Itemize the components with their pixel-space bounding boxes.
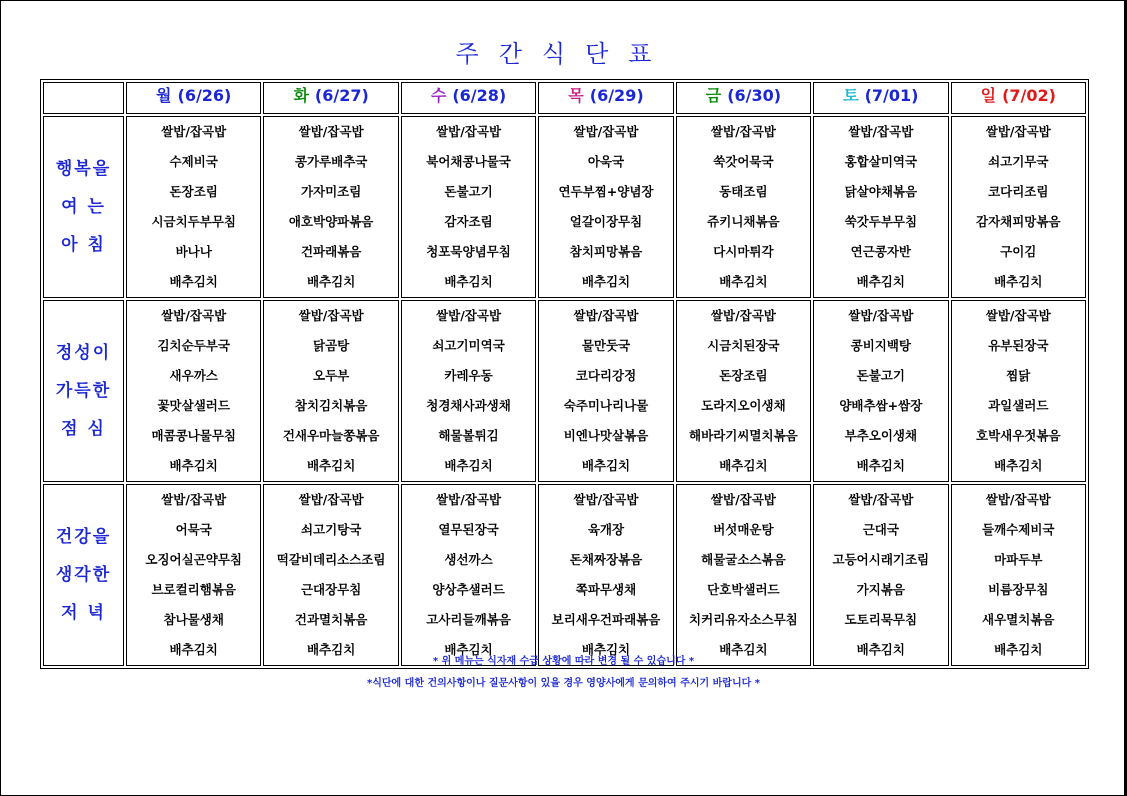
menu-item: 배추김치 <box>581 274 631 289</box>
menu-item: 쌀밥/잡곡밥 <box>710 124 776 139</box>
menu-item: 비엔나맛살볶음 <box>563 428 649 443</box>
menu-item: 배추김치 <box>169 458 218 473</box>
weekday-icon: 목 <box>568 86 584 105</box>
menu-item: 배추김치 <box>444 458 493 473</box>
meal-label-line: 점 심 <box>61 419 106 439</box>
meal-row-1 <box>43 300 1086 482</box>
menu-item: 양배추쌈+쌈장 <box>839 398 923 413</box>
menu-item: 참나물생채 <box>163 612 224 627</box>
weekly-menu-table <box>40 79 1089 669</box>
menu-item: 건새우마늘쫑볶음 <box>282 428 380 443</box>
meal-cell <box>813 116 948 298</box>
menu-item: 근대장무침 <box>300 582 362 597</box>
menu-item: 쌀밥/잡곡밥 <box>298 492 364 507</box>
menu-item: 참치피망볶음 <box>569 244 643 259</box>
day-header-0 <box>126 82 261 114</box>
menu-item: 쌀밥/잡곡밥 <box>161 308 227 323</box>
menu-item: 구이김 <box>1000 244 1037 259</box>
menu-item: 참치김치볶음 <box>294 398 368 413</box>
meal-cell <box>263 116 398 298</box>
meal-cell <box>401 300 536 482</box>
menu-item: 배추김치 <box>856 458 905 473</box>
menu-item: 호박새우젓볶음 <box>976 428 1061 443</box>
meal-cell <box>401 116 536 298</box>
menu-item: 육개장 <box>587 522 625 537</box>
meal-cell <box>401 484 536 666</box>
menu-item: 쌀밥/잡곡밥 <box>985 124 1051 139</box>
menu-item: 카레우동 <box>444 368 493 383</box>
meal-cell <box>676 484 811 666</box>
menu-item: 어묵국 <box>175 522 212 537</box>
menu-item: 고등어시래기조림 <box>832 552 930 567</box>
menu-item: 청경채사과생채 <box>426 398 511 413</box>
menu-item: 배추김치 <box>856 274 905 289</box>
menu-item: 배추김치 <box>994 642 1043 657</box>
menu-item: 쌀밥/잡곡밥 <box>985 308 1051 323</box>
menu-item: 배추김치 <box>856 642 905 657</box>
menu-item: 새우멸치볶음 <box>982 612 1055 627</box>
day-header-text <box>568 86 643 105</box>
menu-item: 비름장무침 <box>988 582 1049 597</box>
menu-item: 쌀밥/잡곡밥 <box>848 124 914 139</box>
menu-item: 쥬키니채볶음 <box>707 214 780 229</box>
menu-item: 쌀밥/잡곡밥 <box>436 492 502 507</box>
menu-item: 배추김치 <box>444 642 493 657</box>
menu-item: 돈장조림 <box>169 184 218 199</box>
meal-cell <box>951 484 1086 666</box>
menu-item: 도토리묵무침 <box>844 612 918 627</box>
day-date: (6/26) <box>177 86 232 105</box>
menu-item: 해물굴소스볶음 <box>701 552 786 567</box>
meal-row-0 <box>43 116 1086 298</box>
menu-item: 보리새우건파래볶음 <box>551 612 661 627</box>
menu-item: 닭곰탕 <box>313 338 350 353</box>
menu-item: 근대국 <box>862 522 899 537</box>
meal-cell <box>951 116 1086 298</box>
menu-item: 쌀밥/잡곡밥 <box>985 492 1051 507</box>
meal-label-line: 생각한 <box>55 565 112 585</box>
meal-cell <box>538 116 673 298</box>
menu-item: 유부된장국 <box>988 338 1049 353</box>
menu-item: 오두부 <box>313 368 350 383</box>
menu-item: 쌀밥/잡곡밥 <box>710 492 776 507</box>
menu-item: 단호박샐러드 <box>707 582 780 597</box>
menu-item: 배추김치 <box>169 274 218 289</box>
menu-item: 생선까스 <box>444 552 493 567</box>
day-header-text <box>981 86 1056 105</box>
day-header-4 <box>676 82 811 114</box>
day-header-3 <box>538 82 673 114</box>
menu-item: 쌀밥/잡곡밥 <box>573 124 639 139</box>
menu-item: 건파래볶음 <box>300 244 362 259</box>
menu-item: 쌀밥/잡곡밥 <box>436 308 502 323</box>
menu-item: 마파두부 <box>994 552 1043 567</box>
menu-item: 들깨수제비국 <box>982 522 1055 537</box>
meal-cell <box>951 300 1086 482</box>
meal-cell <box>263 484 398 666</box>
menu-item: 콩가루배추국 <box>294 154 368 169</box>
menu-item: 배추김치 <box>306 642 356 657</box>
meal-cell <box>263 300 398 482</box>
menu-item: 도라지오이생채 <box>701 398 786 413</box>
corner-cell <box>43 82 124 114</box>
menu-item: 홍합살미역국 <box>844 154 918 169</box>
menu-item: 찜닭 <box>1006 368 1031 383</box>
menu-item: 배추김치 <box>719 274 768 289</box>
menu-item: 해물볼튀김 <box>438 428 499 443</box>
menu-item: 감자조림 <box>444 214 493 229</box>
meal-cell <box>676 116 811 298</box>
meal-label <box>43 484 124 666</box>
menu-item: 배추김치 <box>994 458 1043 473</box>
menu-item: 매콤콩나물무침 <box>151 428 236 443</box>
menu-item: 쌀밥/잡곡밥 <box>573 308 639 323</box>
menu-item: 떡갈비데리소스조림 <box>276 552 386 567</box>
menu-item: 고사리들깨볶음 <box>426 612 511 627</box>
day-header-text <box>293 86 368 105</box>
menu-item: 쌀밥/잡곡밥 <box>710 308 776 323</box>
weekday-icon: 일 <box>980 86 997 105</box>
weekday-icon: 화 <box>293 86 309 105</box>
meal-cell <box>813 484 948 666</box>
menu-item: 바나나 <box>175 244 212 259</box>
menu-item: 김치순두부국 <box>157 338 230 353</box>
meal-cell <box>126 116 261 298</box>
menu-item: 물만둣국 <box>581 338 631 353</box>
menu-item: 돈불고기 <box>444 184 493 199</box>
day-date: (7/02) <box>1002 86 1056 105</box>
day-header-1 <box>263 82 398 114</box>
menu-item: 배추김치 <box>306 458 356 473</box>
day-date: (6/30) <box>727 86 782 105</box>
menu-item: 코다리조림 <box>988 184 1049 199</box>
day-header-text <box>156 86 231 105</box>
weekday-icon: 수 <box>430 86 447 105</box>
menu-item: 쇠고기탕국 <box>300 522 362 537</box>
meal-label-line: 여 는 <box>61 197 106 217</box>
meal-label-line: 정성이 <box>55 343 112 363</box>
meal-cell <box>813 300 948 482</box>
day-header-text <box>706 86 781 105</box>
meal-cell <box>538 484 673 666</box>
menu-item: 배추김치 <box>581 458 631 473</box>
menu-item: 가지볶음 <box>856 582 905 597</box>
menu-item: 배추김치 <box>581 642 631 657</box>
menu-item: 돈채짜장볶음 <box>569 552 643 567</box>
menu-item: 쌀밥/잡곡밥 <box>573 492 639 507</box>
menu-item: 부추오이생채 <box>844 428 918 443</box>
menu-item: 열무된장국 <box>438 522 499 537</box>
menu-item: 감자채피망볶음 <box>976 214 1061 229</box>
meal-cell <box>538 300 673 482</box>
menu-item: 얼갈이장무침 <box>569 214 643 229</box>
menu-item: 숙주미나리나물 <box>563 398 649 413</box>
menu-item: 아욱국 <box>587 154 625 169</box>
menu-item: 쌀밥/잡곡밥 <box>848 492 914 507</box>
menu-item: 버섯매운탕 <box>713 522 774 537</box>
menu-item: 연두부찜+양념장 <box>558 184 654 199</box>
menu-item: 과일샐러드 <box>988 398 1049 413</box>
menu-item: 건과멸치볶음 <box>294 612 368 627</box>
menu-item: 쌀밥/잡곡밥 <box>161 492 227 507</box>
menu-item: 해바라기씨멸치볶음 <box>689 428 798 443</box>
menu-item: 쇠고기무국 <box>988 154 1049 169</box>
menu-item: 새우까스 <box>169 368 218 383</box>
day-header-6 <box>951 82 1086 114</box>
day-header-text <box>843 86 918 105</box>
day-date: (7/01) <box>864 86 919 105</box>
menu-item: 쑥갓두부무침 <box>844 214 918 229</box>
menu-item: 북어채콩나물국 <box>426 154 511 169</box>
menu-item: 수제비국 <box>169 154 218 169</box>
day-header-text <box>431 86 506 105</box>
menu-item: 꽃맛살샐러드 <box>157 398 230 413</box>
menu-item: 청포묵양념무침 <box>426 244 511 259</box>
menu-item: 브로컬리햄볶음 <box>151 582 236 597</box>
day-date: (6/28) <box>452 86 507 105</box>
meal-cell <box>676 300 811 482</box>
menu-item: 콩비지백탕 <box>850 338 912 353</box>
menu-item: 시금치된장국 <box>707 338 780 353</box>
day-date: (6/29) <box>589 86 644 105</box>
weekday-icon: 금 <box>705 86 722 105</box>
day-header-2 <box>401 82 536 114</box>
menu-item: 쪽파무생채 <box>575 582 637 597</box>
menu-item: 시금치두부무침 <box>151 214 236 229</box>
meal-cell <box>126 484 261 666</box>
menu-item: 배추김치 <box>306 274 356 289</box>
menu-item: 애호박양파볶음 <box>288 214 374 229</box>
menu-item: 오징어실곤약무침 <box>145 552 243 567</box>
menu-item: 배추김치 <box>444 274 493 289</box>
menu-item: 배추김치 <box>719 458 768 473</box>
menu-item: 쌀밥/잡곡밥 <box>436 124 502 139</box>
menu-item: 연근콩자반 <box>850 244 912 259</box>
menu-item: 돈장조림 <box>719 368 768 383</box>
menu-item: 닭살야채볶음 <box>844 184 918 199</box>
menu-item: 배추김치 <box>169 642 218 657</box>
menu-item: 다시마튀각 <box>713 244 774 259</box>
menu-item: 가자미조림 <box>300 184 362 199</box>
menu-item: 쌀밥/잡곡밥 <box>298 124 364 139</box>
meal-cell <box>126 300 261 482</box>
meal-row-2 <box>43 484 1086 666</box>
menu-item: 쇠고기미역국 <box>432 338 505 353</box>
menu-item: 쌀밥/잡곡밥 <box>298 308 364 323</box>
meal-label <box>43 300 124 482</box>
day-date: (6/27) <box>314 86 369 105</box>
notice-change: * 위 메뉴는 식자재 수급 상황에 따라 변경 될 수 있습니다 * <box>432 656 695 667</box>
meal-label <box>43 116 124 298</box>
menu-item: 돈불고기 <box>856 368 905 383</box>
day-header-5 <box>813 82 948 114</box>
page-title: 주간식단표 <box>455 40 672 68</box>
menu-item: 코다리강정 <box>575 368 637 383</box>
menu-item: 쌀밥/잡곡밥 <box>161 124 227 139</box>
meal-label-line: 가득한 <box>55 381 112 401</box>
meal-label-line: 행복을 <box>55 159 112 179</box>
menu-item: 동태조림 <box>719 184 768 199</box>
meal-label-line: 건강을 <box>55 527 112 547</box>
weekday-icon: 월 <box>156 86 172 105</box>
menu-item: 배추김치 <box>719 642 768 657</box>
menu-item: 양상추샐러드 <box>432 582 505 597</box>
menu-item: 쌀밥/잡곡밥 <box>848 308 914 323</box>
menu-item: 치커리유자소스무침 <box>689 612 798 627</box>
notice-inquiry: *식단에 대한 건의사항이나 질문사항이 있을 경우 영양사에게 문의하여 주시기 바랍니다 * <box>366 678 761 689</box>
meal-label-line: 아 침 <box>61 235 106 255</box>
weekday-icon: 토 <box>843 86 859 105</box>
menu-item: 쑥갓어묵국 <box>713 154 774 169</box>
meal-label-line: 저 녁 <box>61 603 106 623</box>
header-row <box>43 82 1086 114</box>
menu-item: 배추김치 <box>994 274 1043 289</box>
